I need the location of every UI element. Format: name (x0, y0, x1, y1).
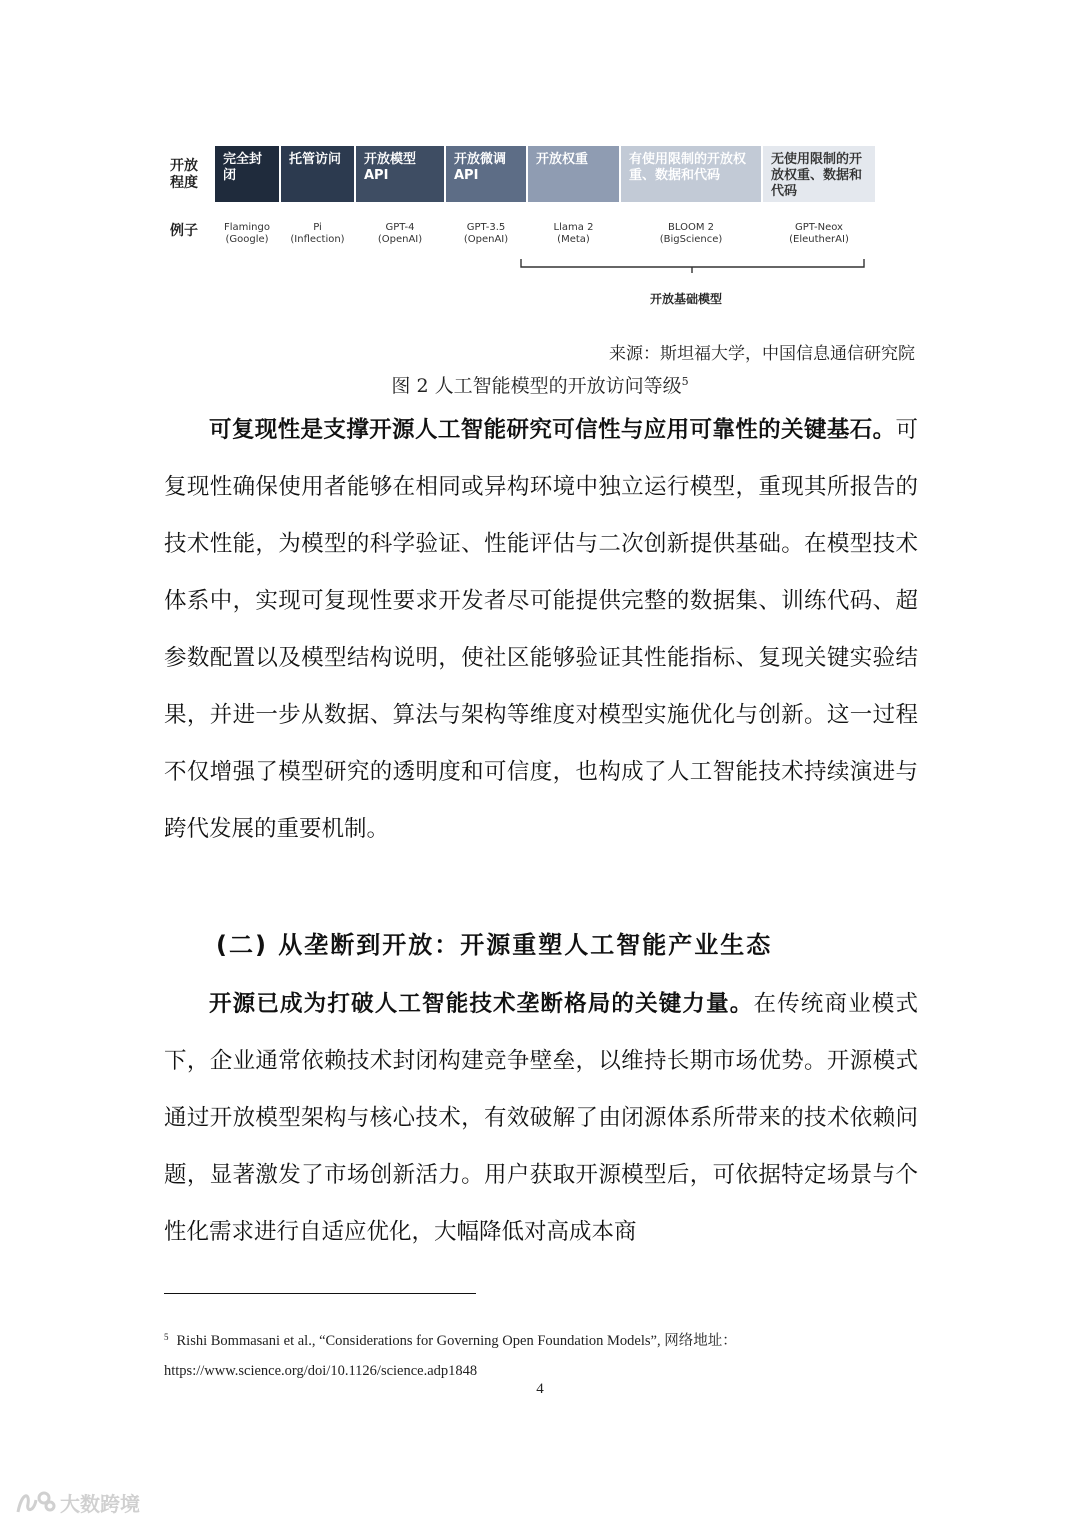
example-gpt4: GPT-4 (OpenAI) (377, 222, 423, 245)
paragraph-lead: 开源已成为打破人工智能技术垄断格局的关键力量。 (209, 991, 754, 1017)
level-label: 开放微调 API (454, 152, 507, 183)
level-label: 完全封闭 (223, 152, 263, 183)
level-label: 托管访问 (289, 152, 342, 167)
level-open-finetune-api (446, 146, 526, 202)
paragraph-reproducibility (164, 402, 918, 858)
paragraph-open-source (164, 976, 918, 1261)
figure-source: 来源：斯坦福大学，中国信息通信研究院 (609, 344, 915, 364)
openness-row-label: 开放程度 (170, 158, 198, 191)
example-pi: Pi (Inflection) (290, 222, 345, 245)
footnote (164, 1322, 924, 1386)
level-label: 开放模型 API (364, 152, 417, 183)
figure-caption: 图 2 人工智能模型的开放访问等级$^5$ (391, 375, 689, 397)
level-open-model-api (356, 146, 444, 202)
example-row-label: 例子 (170, 223, 198, 239)
level-label: 开放权重 (536, 152, 589, 167)
example-gpt35: GPT-3.5 (OpenAI) (463, 222, 509, 245)
section-heading: (二) 从垄断到开放：开源重塑人工智能产业生态 (216, 931, 773, 959)
example-flamingo: Flamingo (Google) (224, 222, 270, 245)
footnote-ref: 5 (681, 375, 689, 388)
level-fully-closed (215, 146, 279, 202)
footnote-divider (164, 1293, 476, 1294)
watermark (14, 1488, 140, 1516)
level-unrestricted-open (763, 146, 875, 202)
footnote-line: $^5$ Rishi Bommasani et al., “Considerations for Governing Open Foundation Models”, 网络地址： (164, 1332, 737, 1349)
watermark-text: 大数跨境 (60, 1491, 140, 1516)
level-hosted-access (281, 146, 354, 202)
example-llama2: Llama 2 (Meta) (553, 222, 594, 245)
paragraph-body: 在传统商业模式下，企业通常依赖技术封闭构建竞争壁垒，以维持长期市场优势。开源模式通过开放模型架构与核心技术，有效破解了由闭源体系所带来的技术依赖问题，显著激发了市场创新活力。用户获取开源模型后，可依据特定场景与个性化需求进行自适应优化，大幅降低对高成本商 (164, 991, 918, 1245)
level-label: 无使用限制的开放权重、数据和代码 (771, 152, 863, 199)
paragraph-lead: 可复现性是支撑开源人工智能研究可信性与应用可靠性的关键基石。 (209, 417, 896, 443)
footnote-url[interactable]: https://www.science.org/doi/10.1126/science.adp1848 (164, 1363, 478, 1379)
open-models-label: 开放基础模型 (650, 292, 723, 306)
watermark-logo-icon (14, 1488, 56, 1516)
level-open-weights (528, 146, 619, 202)
level-label: 有使用限制的开放权重、数据和代码 (629, 152, 747, 183)
level-restricted-open (621, 146, 761, 202)
openness-figure (160, 140, 880, 310)
example-gpt-neox: GPT-Neox (EleutherAI) (789, 222, 849, 245)
example-bloom2: BLOOM 2 (BigScience) (659, 222, 723, 245)
footnote-number: 5 (164, 1332, 169, 1342)
open-models-bracket (520, 258, 865, 274)
paragraph-body: 可复现性确保使用者能够在相同或异构环境中独立运行模型，重现其所报告的技术性能，为模型的科学验证、性能评估与二次创新提供基础。在模型技术体系中，实现可复现性要求开发者尽可能提供完整的数据集、训练代码、超参数配置以及模型结构说明，使社区能够验证其性能指标、复现关键实验结果，并进一步从数据、算法与架构等维度对模型实施优化与创新。这一过程不仅增强了模型研究的透明度和可信度，也构成了人工智能技术持续演进与跨代发展的重要机制。 (164, 417, 918, 842)
page-number: 4 (536, 1381, 544, 1397)
